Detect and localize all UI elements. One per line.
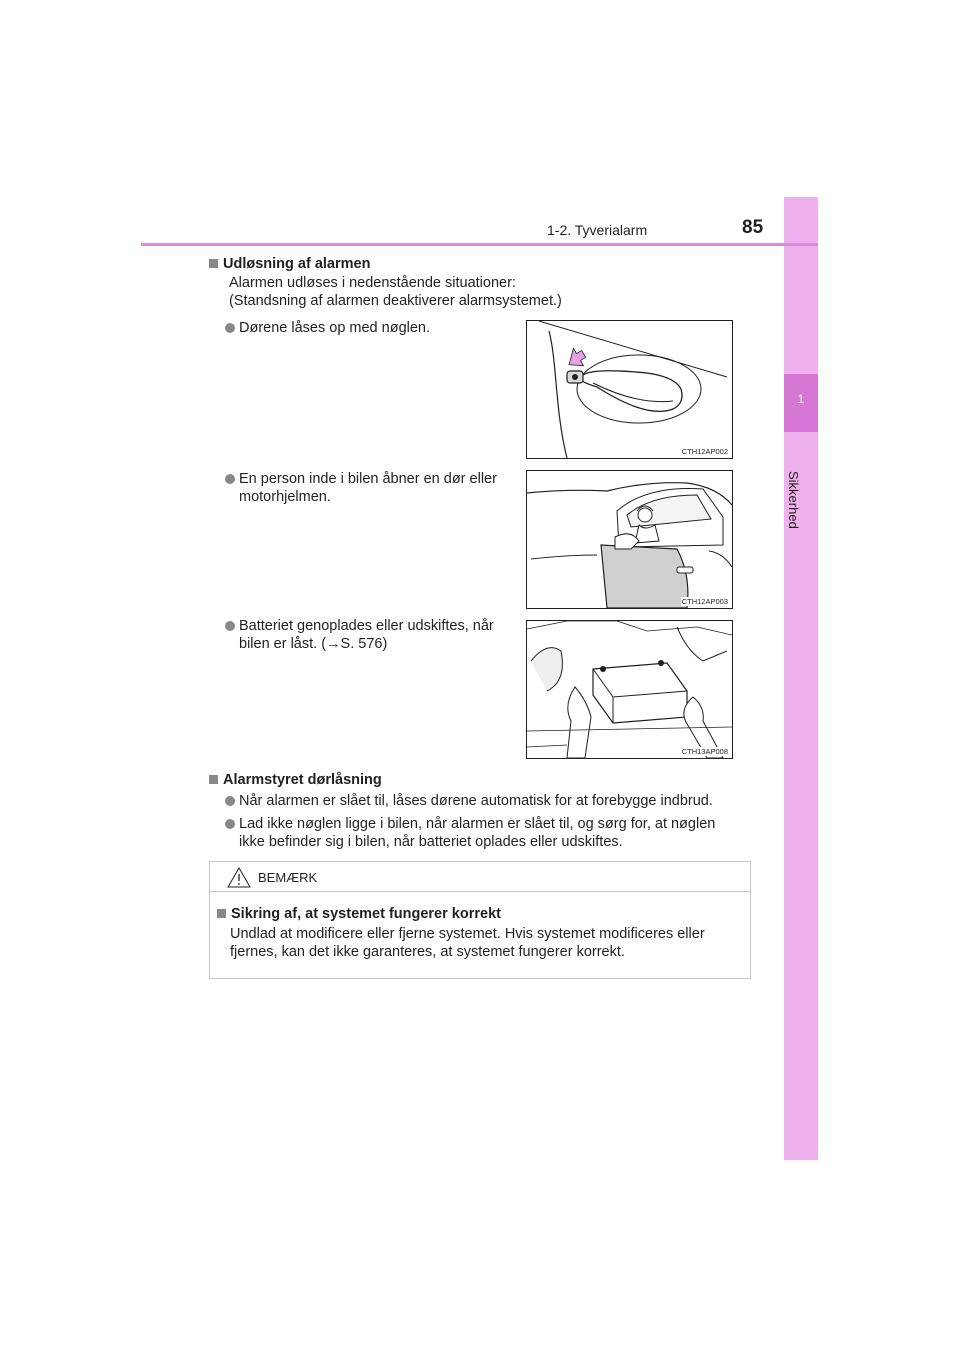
notice-label: BEMÆRK [258, 870, 318, 885]
trigger-intro-line2: (Standsning af alarmen deaktiverer alarmsystemet.) [229, 293, 562, 309]
trigger-item-1-text: Dørene låses op med nøglen. [239, 320, 431, 336]
round-bullet-icon [225, 474, 235, 484]
section-title: 1-2. Tyverialarm [547, 222, 648, 238]
battery-replacement-illustration [527, 621, 732, 758]
round-bullet-icon [225, 796, 235, 806]
warning-triangle-icon [227, 867, 251, 888]
round-bullet-icon [225, 819, 235, 829]
round-bullet-icon [225, 621, 235, 631]
square-bullet-icon [209, 259, 218, 268]
person-opening-car-door-illustration [527, 471, 732, 608]
notice-header [210, 862, 750, 892]
trigger-item-2-text: En person inde i bilen åbner en dør eller motorhjelmen. [239, 471, 497, 505]
door-lock-item-2-text: Lad ikke nøglen ligge i bilen, når alarmen er slået til, og sørg for, at nøglen ikke befinder sig i bilen, når batteriet oplades eller udskiftes. [239, 816, 716, 850]
notice-text: Undlad at modificere eller fjerne systemet. Hvis systemet modificeres eller fjernes, kan det ikke garanteres, at systemet fungerer korrekt. [230, 926, 705, 960]
round-bullet-icon [225, 323, 235, 333]
door-handle-key-unlock-illustration [527, 321, 732, 458]
chapter-number: 1 [797, 392, 805, 406]
figure-code: CTH12AP002 [681, 447, 728, 456]
figure-battery [526, 620, 733, 759]
header-rule [141, 243, 818, 246]
figure-car-door [526, 470, 733, 609]
notice-box [209, 861, 751, 979]
square-bullet-icon [217, 909, 226, 918]
figure-code: CTH12AP003 [681, 597, 728, 606]
square-bullet-icon [209, 775, 218, 784]
chapter-label: Sikkerhed [786, 471, 801, 529]
trigger-heading: Udløsning af alarmen [209, 255, 370, 273]
chapter-side-tab [784, 197, 818, 1160]
notice-heading: Sikring af, at systemet fungerer korrekt [217, 905, 501, 923]
page-number: 85 [742, 217, 764, 238]
door-lock-item-1-text: Når alarmen er slået til, låses dørene automatisk for at forebygge indbrud. [239, 793, 713, 809]
figure-door-handle [526, 320, 733, 459]
trigger-item-3-text: Batteriet genoplades eller udskiftes, når bilen er låst. (→S. 576) [239, 618, 494, 652]
door-lock-heading: Alarmstyret dørlåsning [209, 771, 382, 789]
figure-code: CTH13AP008 [681, 747, 728, 756]
trigger-intro-line1: Alarmen udløses i nedenstående situationer: [229, 275, 516, 291]
